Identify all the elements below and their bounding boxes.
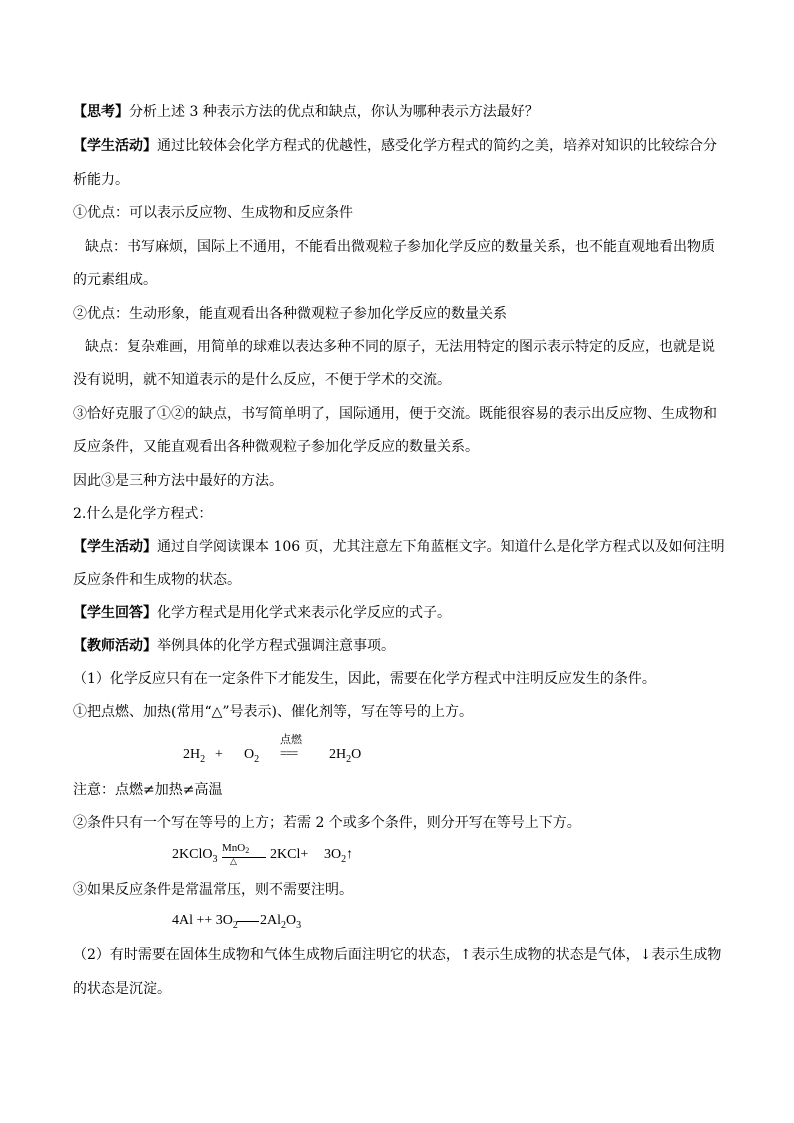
student-answer: 【学生回答】化学方程式是用化学式来表示化学反应的式子。 xyxy=(73,605,451,621)
eq2-gas-arrow: ↑ xyxy=(346,847,354,862)
tag-student-activity: 【学生活动】 xyxy=(73,138,157,154)
point-1-c: ③如果反应条件是常温常压，则不需要注明。 xyxy=(73,882,353,898)
disadvantage-2: 缺点：复杂难画，用简单的球难以表达多种不同的原子，无法用特定的图示表示特定的反应，也就是说 xyxy=(85,339,715,355)
eq1-reactant-2: $O_2$ xyxy=(244,747,260,765)
eq2-product-1: 2KCl+ xyxy=(270,847,309,862)
tag-teacher-activity: 【教师活动】 xyxy=(73,638,157,654)
eq3-product: $2Al_2O_3$ xyxy=(260,913,302,931)
conclusion: 因此③是三种方法中最好的方法。 xyxy=(73,473,283,489)
disadvantage-1: 缺点：书写麻烦，国际上不通用，不能看出微观粒子参加化学反应的数量关系，也不能直观地看出物质 xyxy=(85,239,715,255)
student-activity-cont: 析能力。 xyxy=(73,172,129,188)
disadvantage-1-cont: 的元素组成。 xyxy=(73,272,157,288)
student-activity-2: 【学生活动】通过自学阅读课本 106 页，尤其注意左下角蓝框文字。知道什么是化学方程式以及如何注明 xyxy=(73,539,725,555)
eq3-equals-line xyxy=(237,921,259,922)
eq2-product-2: $3O_2↑$ xyxy=(324,847,354,865)
eq2-heat-symbol: △ xyxy=(230,857,237,867)
point-1-a: ①把点燃、加热(常用“△”号表示)、催化剂等，写在等号的上方。 xyxy=(73,704,474,720)
eq1-condition: 点燃 xyxy=(280,733,302,746)
eq2-reactant: 2KClO$_3$ xyxy=(172,847,218,865)
tag-student-answer: 【学生回答】 xyxy=(73,605,157,621)
tag-student-activity-2: 【学生活动】 xyxy=(73,539,157,555)
point-1-b: ②条件只有一个写在等号的上方；若需 2 个或多个条件，则分开写在等号上下方。 xyxy=(73,815,581,831)
eq1-product: $2H_2O$ xyxy=(329,747,362,765)
eq1-equals-sign: === xyxy=(280,746,298,760)
eq3-reactants: $4Al ++ 3O_2$ xyxy=(172,913,238,931)
point-1: （1）化学反应只有在一定条件下才能发生，因此，需要在化学方程式中注明反应发生的条件。 xyxy=(73,671,656,687)
method-3-paragraph: ③恰好克服了①②的缺点，书写简单明了，国际通用，便于交流。既能很容易的表示出反应物、生成物和 xyxy=(73,406,717,422)
disadvantage-2-cont: 没有说明，就不知道表示的是什么反应，不便于学术的交流。 xyxy=(73,372,451,388)
eq1-plus: + xyxy=(215,747,223,762)
tag-thinking: 【思考】 xyxy=(73,104,129,120)
eq2-catalyst: MnO2 xyxy=(222,842,250,855)
eq1-reactant-1: $2H_2$ xyxy=(183,747,206,765)
student-activity-paragraph: 【学生活动】通过比较体会化学方程式的优越性，感受化学方程式的简约之美，培养对知识的比较综合分 xyxy=(73,138,717,154)
advantage-1: ①优点：可以表示反应物、生成物和反应条件 xyxy=(73,205,353,221)
advantage-2: ②优点：生动形象，能直观看出各种微观粒子参加化学反应的数量关系 xyxy=(73,306,507,322)
method-3-cont: 反应条件，又能直观看出各种微观粒子参加化学反应的数量关系。 xyxy=(73,439,479,455)
point-2-cont: 的状态是沉淀。 xyxy=(73,981,171,997)
teacher-activity: 【教师活动】举例具体的化学方程式强调注意事项。 xyxy=(73,638,395,654)
student-activity-2-cont: 反应条件和生成物的状态。 xyxy=(73,572,241,588)
note-line: 注意：点燃≠加热≠高温 xyxy=(73,782,223,798)
eq2-equals-line xyxy=(222,857,266,858)
point-2: （2）有时需要在固体生成物和气体生成物后面注明它的状态，↑表示生成物的状态是气体，↓表示生成物 xyxy=(73,947,722,963)
thinking-paragraph: 【思考】分析上述 3 种表示方法的优点和缺点，你认为哪种表示方法最好？ xyxy=(73,104,539,120)
section-heading-2: 2.什么是化学方程式： xyxy=(73,506,213,522)
